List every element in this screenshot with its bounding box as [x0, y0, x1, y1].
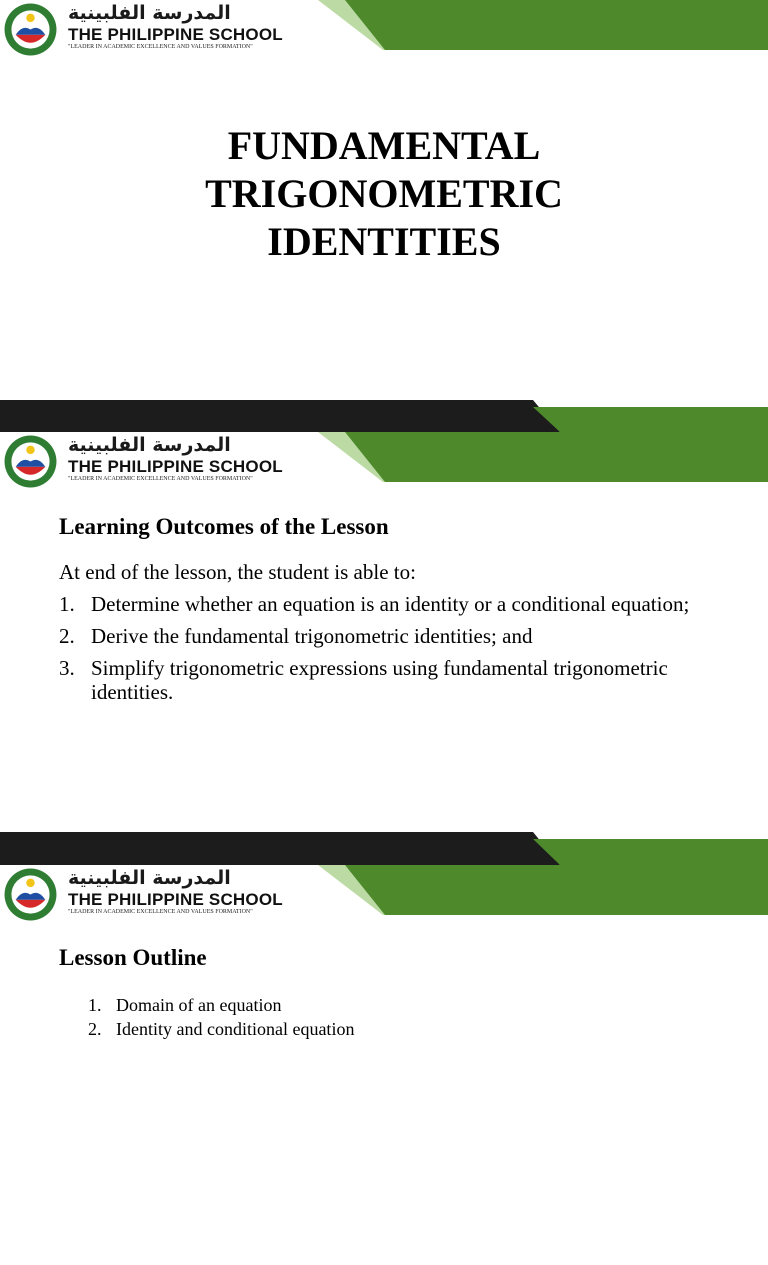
school-name-arabic: المدرسة الفلبينية [68, 434, 231, 456]
list-number: 2. [88, 1019, 102, 1039]
slide-divider-band [0, 400, 768, 432]
title-line: FUNDAMENTAL [227, 123, 541, 168]
list-item-text: Simplify trigonometric expressions using fundamental trigonometric identities. [91, 656, 668, 704]
list-number: 3. [59, 656, 75, 680]
list-item [59, 656, 729, 704]
list-number: 2. [59, 624, 75, 648]
slide-header-banner [0, 0, 768, 56]
school-logo [0, 865, 300, 921]
slide-header-banner [0, 432, 768, 488]
intro-text: At end of the lesson, the student is able to: [59, 560, 416, 584]
list-item-text: Derive the fundamental trigonometric identities; and [91, 624, 533, 648]
list-item-text: Domain of an equation [116, 995, 282, 1015]
outline-list [88, 993, 354, 1041]
list-item [59, 592, 729, 616]
school-seal-icon [4, 435, 57, 488]
list-item-text: Identity and conditional equation [116, 1019, 355, 1039]
school-motto: "LEADER IN ACADEMIC EXCELLENCE AND VALUES FORMATION" [68, 476, 253, 482]
list-item [88, 993, 354, 1017]
school-seal-icon [4, 868, 57, 921]
school-seal-icon [4, 3, 57, 56]
school-name-arabic: المدرسة الفلبينية [68, 2, 231, 24]
list-item [88, 1017, 354, 1041]
slide-heading: Learning Outcomes of the Lesson [59, 514, 389, 539]
slide-title [0, 0, 768, 400]
school-motto: "LEADER IN ACADEMIC EXCELLENCE AND VALUES FORMATION" [68, 909, 253, 915]
slide-header-banner [0, 865, 768, 921]
list-item [59, 624, 729, 648]
list-item-text: Determine whether an equation is an identity or a conditional equation; [91, 592, 690, 616]
slide-lesson-outline [0, 865, 768, 1265]
list-number: 1. [88, 995, 102, 1015]
school-logo [0, 432, 300, 488]
slide-heading: Lesson Outline [59, 945, 207, 970]
outcomes-list [59, 592, 729, 712]
school-motto: "LEADER IN ACADEMIC EXCELLENCE AND VALUES FORMATION" [68, 44, 253, 50]
school-name-arabic: المدرسة الفلبينية [68, 867, 231, 889]
title-line: TRIGONOMETRIC [205, 171, 563, 216]
school-name: THE PHILIPPINE SCHOOL [68, 25, 283, 44]
school-name: THE PHILIPPINE SCHOOL [68, 890, 283, 909]
school-logo [0, 0, 300, 56]
slide-learning-outcomes [0, 432, 768, 832]
title-line: IDENTITIES [267, 219, 501, 264]
school-name: THE PHILIPPINE SCHOOL [68, 457, 283, 476]
list-number: 1. [59, 592, 75, 616]
slide-title-text [0, 122, 768, 266]
slide-divider-band [0, 832, 768, 865]
